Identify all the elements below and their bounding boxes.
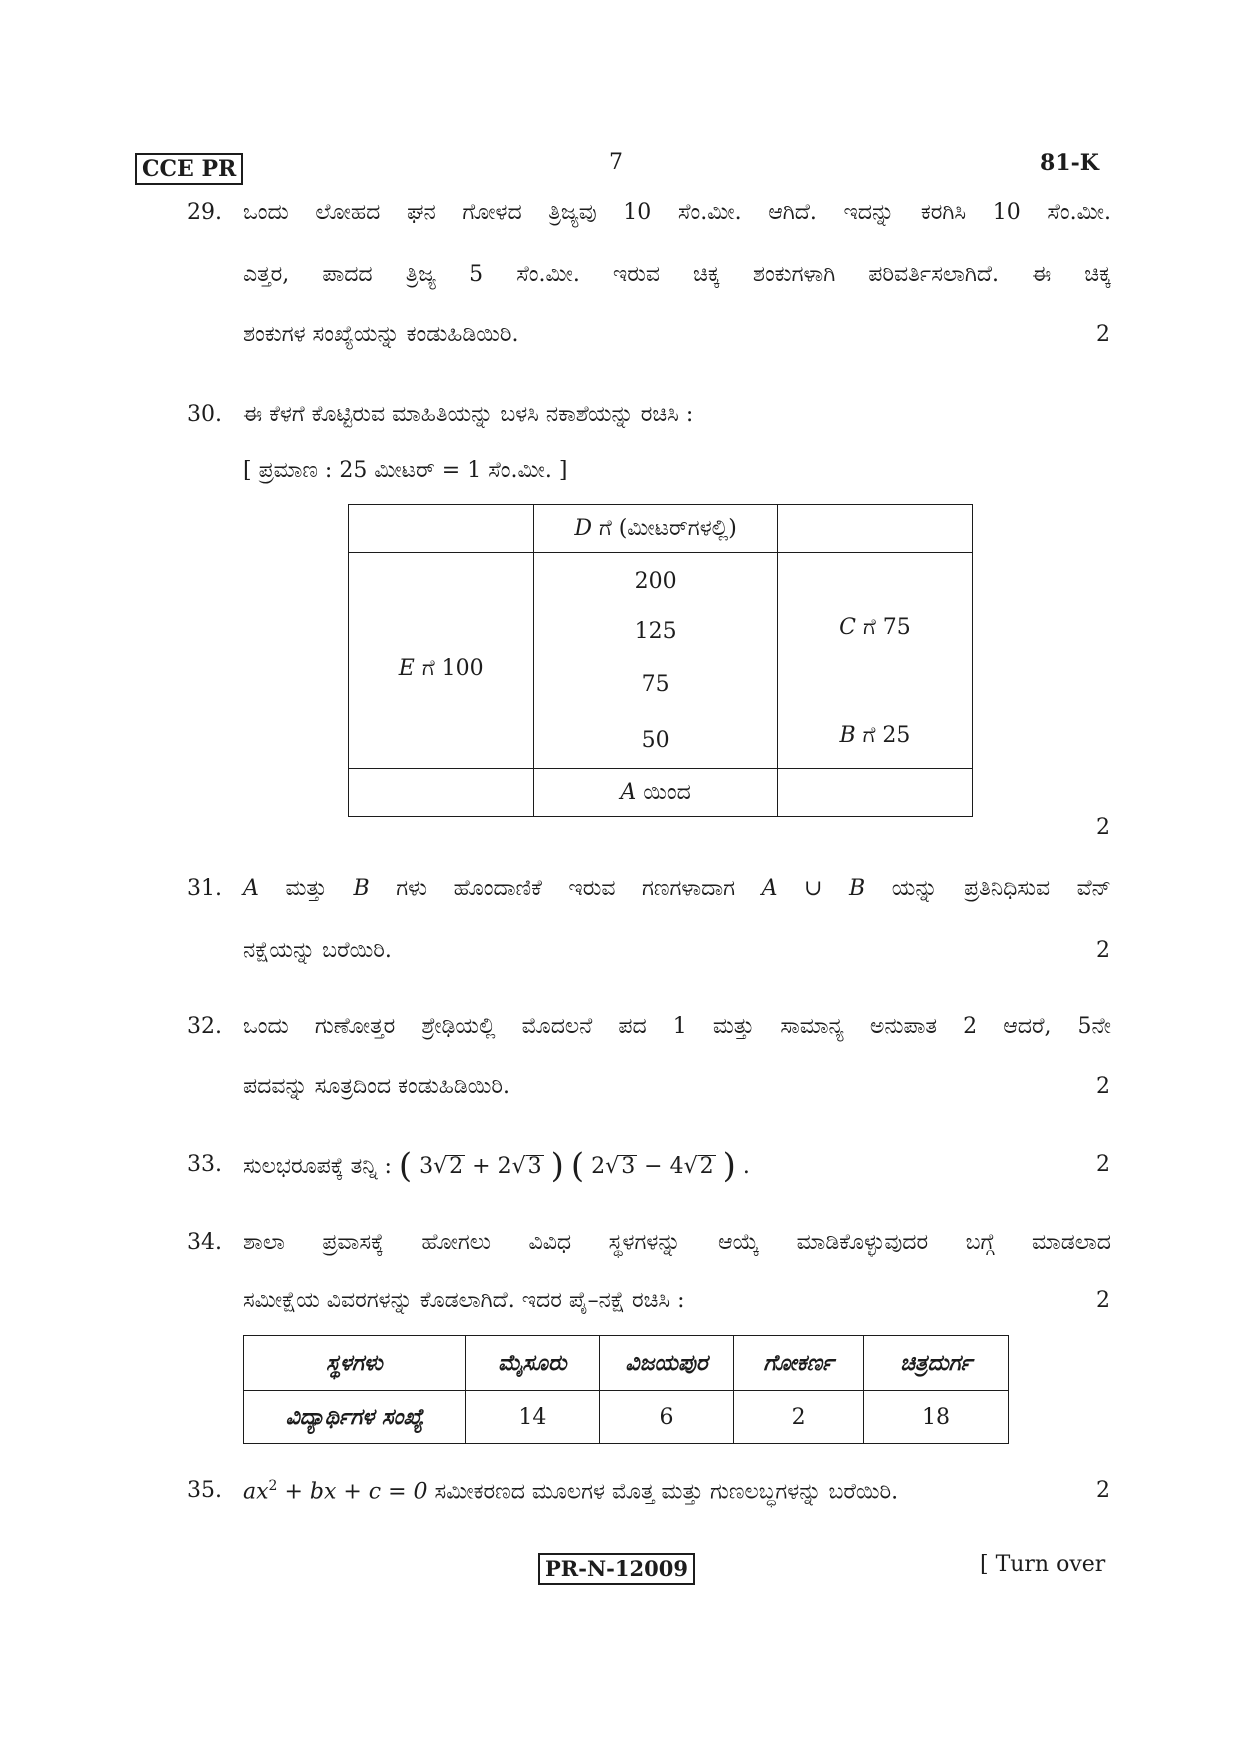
question-33-line: ಸುಲಭರೂಪಕ್ಕೆ ತನ್ನಿ : ( 3√2 + 2√3 ) ( 2√3 − 4√2 ) . (243, 1146, 750, 1186)
middle-value-1: 200 (634, 569, 677, 594)
field-book-header-left (349, 505, 534, 553)
field-book-middle-cell (534, 553, 777, 769)
survey-value-gokarna: 2 (734, 1391, 864, 1444)
expr-rest: + bx + c = 0 (277, 1479, 428, 1505)
middle-value-4: 50 (641, 728, 670, 753)
coef-4: 4 (669, 1154, 684, 1179)
survey-header-chitradurga: ಚಿತ್ರದುರ್ಗ (864, 1336, 1009, 1391)
question-30-scale: [ ಪ್ರಮಾಣ : 25 ಮೀಟರ್ = 1 ಸೆಂ.ಮೀ. ] (243, 458, 568, 483)
footer-middle-text: ಯಿಂದ (636, 780, 691, 805)
question-32-line-1: ಒಂದು ಗುಣೋತ್ತರ ಶ್ರೇಢಿಯಲ್ಲಿ ಮೊದಲನೆ ಪದ 1 ಮತ್ತು ಸಾಮಾನ್ಯ ಅನುಪಾತ 2 ಆದರೆ, 5ನೇ (243, 1014, 1111, 1039)
field-book-footer-right (777, 769, 972, 817)
radicand-1: 2 (449, 1154, 464, 1179)
survey-table (243, 1335, 1009, 1444)
survey-header-vijayapura: ವಿಜಯಪುರ (599, 1336, 733, 1391)
right-bottom-text: ಗೆ 25 (855, 723, 911, 748)
page-number: 7 (609, 150, 623, 175)
question-29-number: 29. (187, 200, 222, 225)
question-32-line-2: ಪದವನ್ನು ಸೂತ್ರದಿಂದ ಕಂಡುಹಿಡಿಯಿರಿ. (243, 1074, 510, 1099)
survey-header-gokarna: ಗೋಕರ್ಣ (734, 1336, 864, 1391)
var-e: E (398, 656, 415, 681)
question-32-number: 32. (187, 1014, 222, 1039)
survey-value-mysuru: 14 (465, 1391, 599, 1444)
right-value-b (778, 723, 972, 748)
operator-2: − (637, 1154, 670, 1179)
question-34-line-2: ಸಮೀಕ್ಷೆಯ ವಿವರಗಳನ್ನು ಕೊಡಲಾಗಿದೆ. ಇದರ ಪೈ–ನಕ್ಷೆ ರಚಿಸಿ : (243, 1288, 685, 1313)
question-29-marks: 2 (1096, 322, 1110, 347)
right-top-text: ಗೆ 75 (855, 615, 911, 640)
question-34-marks: 2 (1096, 1288, 1110, 1313)
q31-text-3: ಯನ್ನು ಪ್ರತಿನಿಧಿಸುವ ವೆನ್ (865, 876, 1112, 901)
expr-ax: ax (243, 1479, 269, 1505)
q33-text: ಸುಲಭರೂಪಕ್ಕೆ ತನ್ನಿ : (243, 1154, 399, 1179)
coef-2: 2 (497, 1154, 512, 1179)
open-paren-1: ( (398, 1146, 413, 1186)
close-paren-2: ) (722, 1146, 736, 1186)
question-35-marks: 2 (1096, 1478, 1110, 1503)
coef-3: 2 (591, 1154, 606, 1179)
coef-1: 3 (419, 1154, 434, 1179)
question-35-number: 35. (187, 1478, 222, 1503)
survey-row-label: ವಿದ್ಯಾರ್ಥಿಗಳ ಸಂಖ್ಯೆ (244, 1391, 466, 1444)
field-book-header-right (777, 505, 972, 553)
survey-header-places: ಸ್ಥಳಗಳು (244, 1336, 466, 1391)
footer-code-box: PR-N-12009 (538, 1553, 695, 1585)
question-33-number: 33. (187, 1152, 222, 1177)
radicand-3: 3 (621, 1154, 636, 1179)
set-a: A (243, 876, 259, 901)
survey-value-chitradurga: 18 (864, 1391, 1009, 1444)
question-31-line-2: ನಕ್ಷೆಯನ್ನು ಬರೆಯಿರಿ. (243, 938, 392, 963)
question-29-line-2: ಎತ್ತರ, ಪಾದದ ತ್ರಿಜ್ಯ 5 ಸೆಂ.ಮೀ. ಇರುವ ಚಿಕ್ಕ ಶಂಕುಗಳಾಗಿ ಪರಿವರ್ತಿಸಲಾಗಿದೆ. ಈ ಚಿಕ್ಕ (243, 262, 1111, 287)
set-b: B (353, 876, 370, 901)
question-34-number: 34. (187, 1230, 222, 1255)
field-book-table (348, 504, 973, 817)
question-31-marks: 2 (1096, 938, 1110, 963)
right-value-c (778, 615, 972, 640)
var-c: C (839, 615, 856, 640)
field-book-right-cell (777, 553, 972, 769)
q31-text-2: ಗಳು ಹೊಂದಾಣಿಕೆ ಇರುವ ಗಣಗಳಾದಾಗ (369, 876, 762, 901)
middle-value-3: 75 (641, 672, 670, 697)
operator-1: + (465, 1154, 498, 1179)
survey-header-mysuru: ಮೈಸೂರು (465, 1336, 599, 1391)
question-35-line (243, 1478, 1063, 1504)
var-d: D (574, 516, 592, 541)
field-book-footer-middle (534, 769, 777, 817)
question-32-marks: 2 (1096, 1074, 1110, 1099)
left-cell-text: ಗೆ 100 (414, 656, 484, 681)
open-paren-2: ( (570, 1146, 585, 1186)
field-book-footer-left (349, 769, 534, 817)
close-paren-1: ) (550, 1146, 564, 1186)
question-31-line-1 (243, 876, 1111, 901)
radicand-4: 2 (699, 1154, 714, 1179)
question-30-marks: 2 (1096, 815, 1110, 840)
q31-text-1: ಮತ್ತು (258, 876, 354, 901)
middle-value-2: 125 (634, 619, 677, 644)
question-30-number: 30. (187, 402, 222, 427)
expr-exponent: 2 (268, 1478, 278, 1494)
field-book-header-middle (534, 505, 777, 553)
header-code-box: CCE PR (135, 153, 243, 185)
header-middle-text: ಗೆ (ಮೀಟರ್‌ಗಳಲ್ಲಿ) (591, 516, 737, 541)
var-b: B (839, 723, 856, 748)
radicand-2: 3 (527, 1154, 542, 1179)
question-31-number: 31. (187, 876, 222, 901)
question-35-text: ಸಮೀಕರಣದ ಮೂಲಗಳ ಮೊತ್ತ ಮತ್ತು ಗುಣಲಬ್ಧಗಳನ್ನು ಬರೆಯಿರಿ. (427, 1479, 899, 1505)
question-33-marks: 2 (1096, 1152, 1110, 1177)
question-34-line-1: ಶಾಲಾ ಪ್ರವಾಸಕ್ಕೆ ಹೋಗಲು ವಿವಿಧ ಸ್ಥಳಗಳನ್ನು ಆಯ್ಕೆ ಮಾಡಿಕೊಳ್ಳುವುದರ ಬಗ್ಗೆ ಮಾಡಲಾದ (243, 1230, 1111, 1255)
question-29-line-1: ಒಂದು ಲೋಹದ ಘನ ಗೋಳದ ತ್ರಿಜ್ಯವು 10 ಸೆಂ.ಮೀ. ಆಗಿದೆ. ಇದನ್ನು ಕರಗಿಸಿ 10 ಸೆಂ.ಮೀ. (243, 200, 1111, 225)
field-book-left-cell (349, 553, 534, 769)
q33-end: . (735, 1154, 750, 1179)
union-expression: A ∪ B (761, 876, 866, 901)
survey-value-vijayapura: 6 (599, 1391, 733, 1444)
paper-code: 81-K (1040, 150, 1099, 176)
var-a: A (620, 780, 637, 805)
question-30-line-1: ಈ ಕೆಳಗೆ ಕೊಟ್ಟಿರುವ ಮಾಹಿತಿಯನ್ನು ಬಳಸಿ ನಕಾಶೆಯನ್ನು ರಚಿಸಿ : (243, 402, 694, 427)
question-29-line-3: ಶಂಕುಗಳ ಸಂಖ್ಯೆಯನ್ನು ಕಂಡುಹಿಡಿಯಿರಿ. (243, 322, 519, 347)
turn-over-label: [ Turn over (980, 1552, 1106, 1577)
